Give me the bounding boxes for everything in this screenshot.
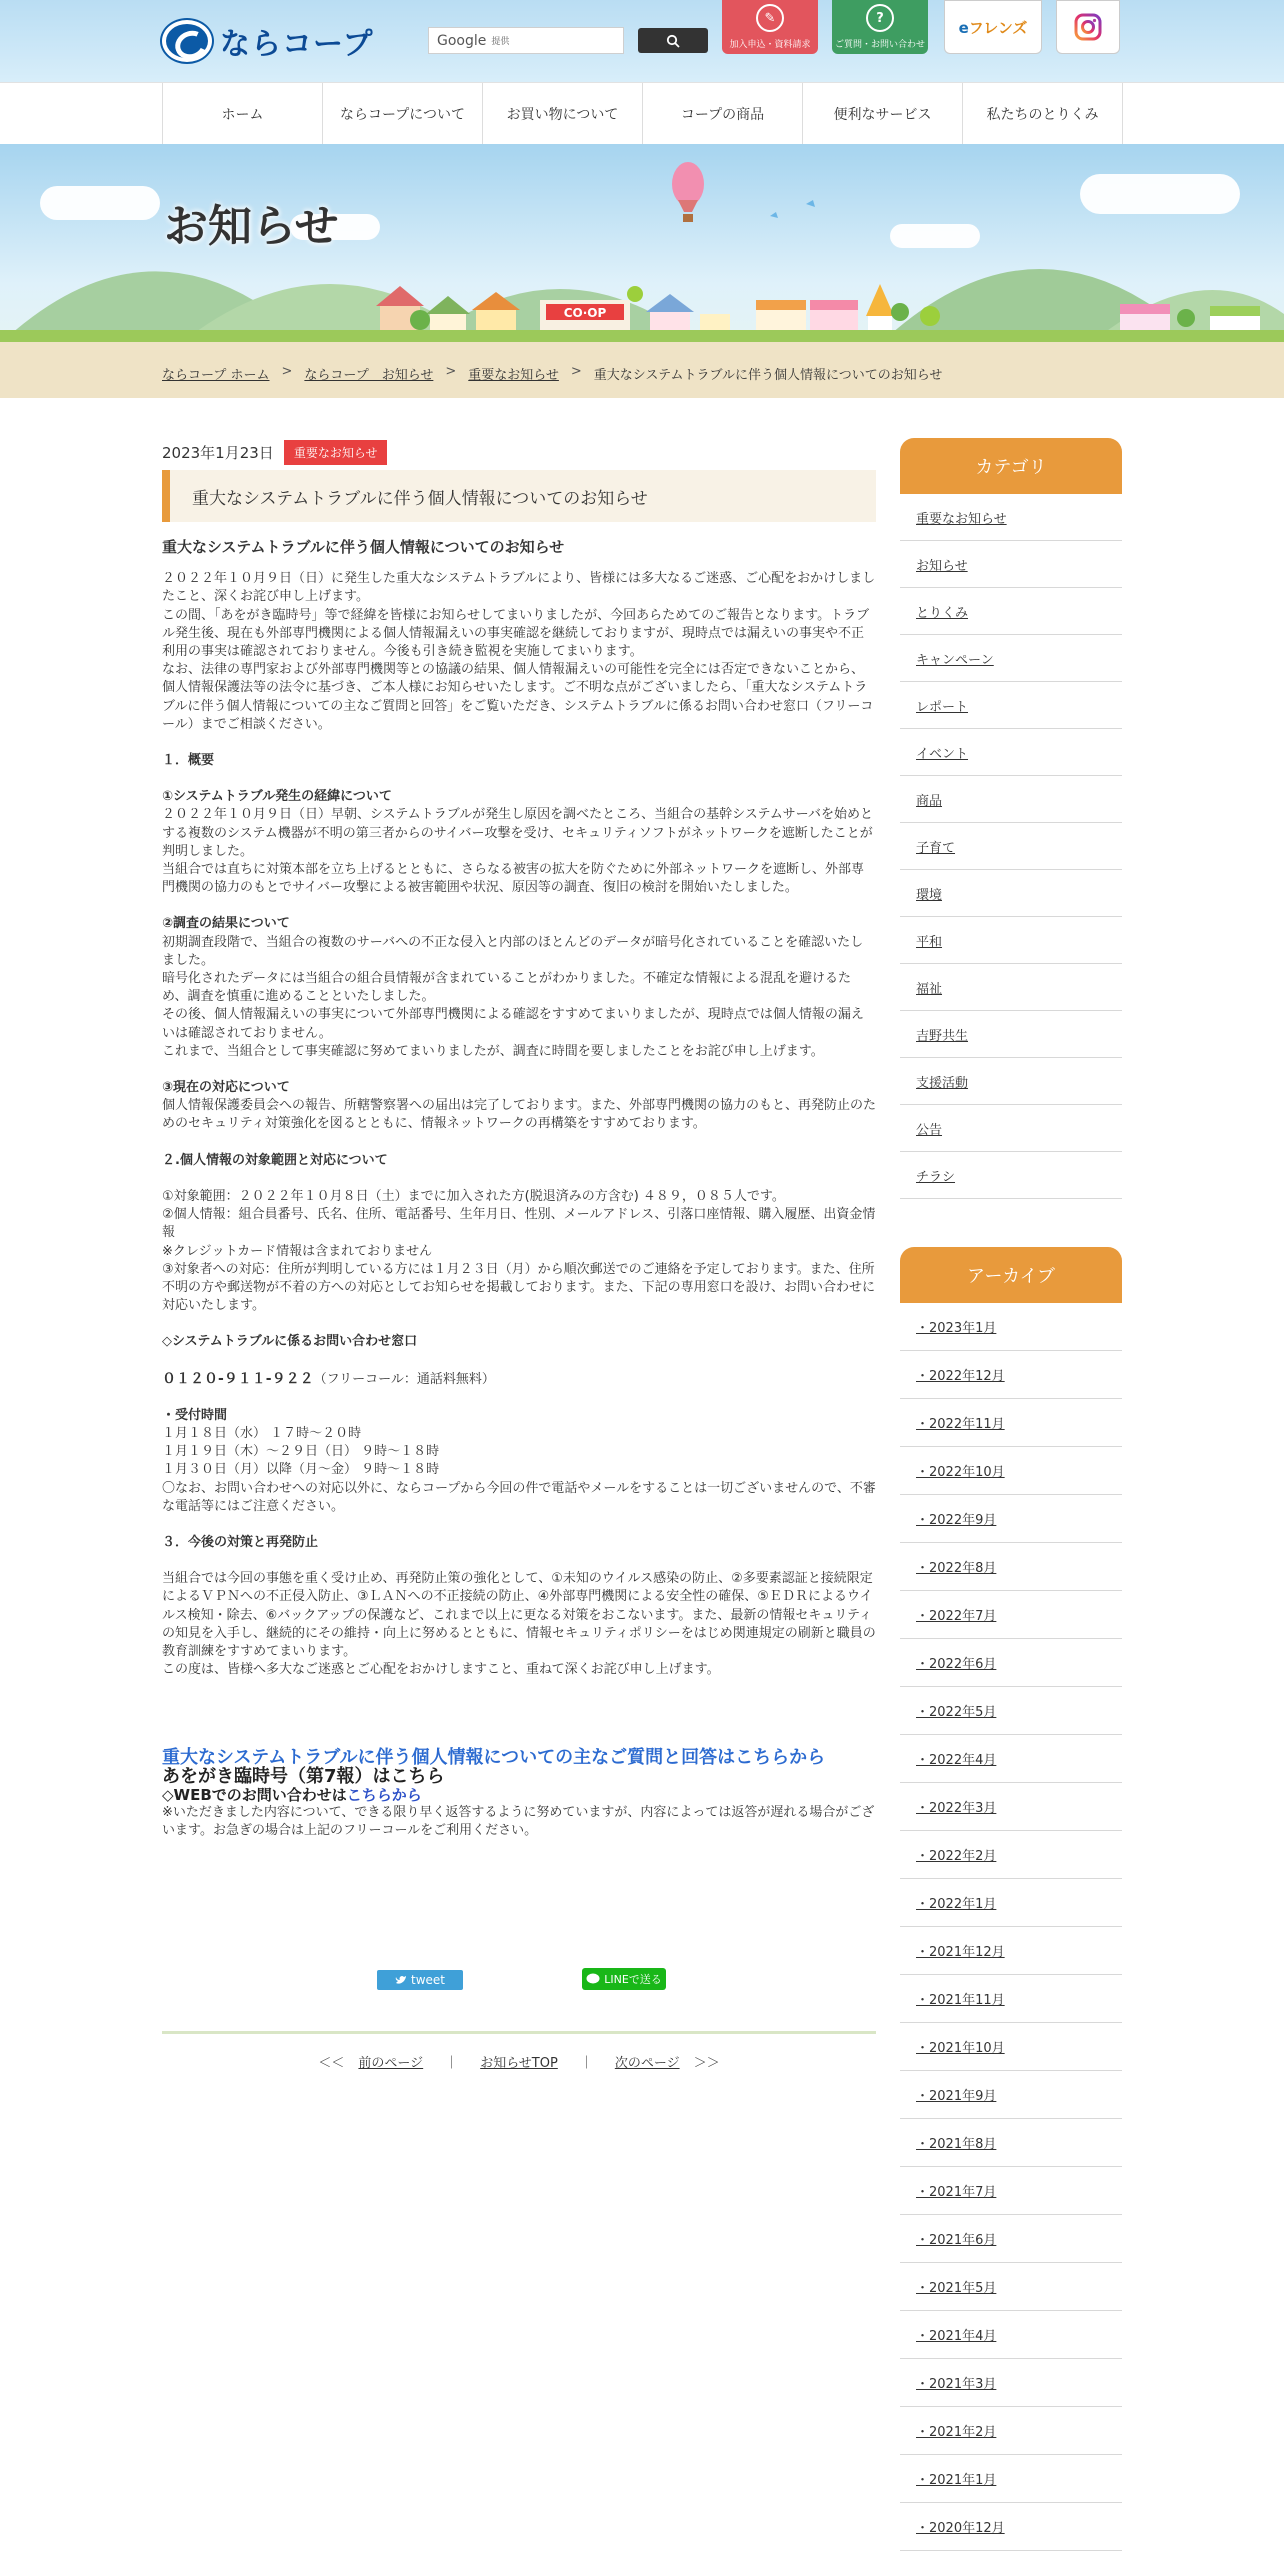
archive-list xyxy=(900,1303,1122,2551)
prev-page-link[interactable]: 前のページ xyxy=(358,2056,424,2071)
sidebar-category-link[interactable]: 平和 xyxy=(916,934,943,950)
sidebar-archive-item[interactable] xyxy=(900,1447,1122,1495)
post-date: 2023年1月23日 xyxy=(162,444,274,462)
sidebar-category-link[interactable]: とりくみ xyxy=(916,605,969,621)
question-icon: ? xyxy=(866,4,894,32)
sidebar-category-item[interactable] xyxy=(900,870,1122,917)
sidebar xyxy=(900,438,1122,2551)
sidebar-archive-link[interactable]: ・2022年8月 xyxy=(916,1561,997,1576)
breadcrumb-separator: > xyxy=(445,364,457,379)
share-bar xyxy=(162,1966,876,1990)
phone-number[interactable]: ０１２０-９１１-９２２ xyxy=(162,1370,314,1387)
breadcrumb-important[interactable]: 重要なお知らせ xyxy=(468,368,559,383)
sidebar-archive-link[interactable]: ・2021年6月 xyxy=(916,2233,997,2248)
sidebar-archive-link[interactable]: ・2021年8月 xyxy=(916,2137,997,2152)
tweet-label: tweet xyxy=(411,1973,445,1987)
search-sub: 提供 xyxy=(491,37,510,47)
nav-shopping[interactable]: お買い物について xyxy=(483,83,643,145)
sidebar-archive-item[interactable] xyxy=(900,2407,1122,2455)
web-note: ※いただきました内容について、できる限り早く返答するように努めていますが、内容によっては返答が遅れる場合がございます。お急ぎの場合は上記のフリーコールをご利用ください。 xyxy=(162,1804,875,1839)
sidebar-archive-item[interactable] xyxy=(900,1879,1122,1927)
agaki-link[interactable]: あをがき臨時号（第7報）はこちら xyxy=(162,1765,445,1787)
breadcrumb xyxy=(162,364,942,383)
nav-products[interactable]: コープの商品 xyxy=(643,83,803,145)
sidebar-category-link[interactable]: 支援活動 xyxy=(916,1075,969,1091)
sidebar-category-item[interactable] xyxy=(900,823,1122,870)
sidebar-archive-link[interactable]: ・2021年4月 xyxy=(916,2329,997,2344)
sidebar-archive-item[interactable] xyxy=(900,1735,1122,1783)
page-title: お知らせ xyxy=(164,201,339,252)
instagram-icon xyxy=(1073,12,1103,42)
sidebar-category-item[interactable] xyxy=(900,776,1122,823)
breadcrumb-current: 重大なシステムトラブルに伴う個人情報についてのお知らせ xyxy=(593,368,943,383)
sidebar-category-link[interactable]: チラシ xyxy=(916,1169,956,1185)
sidebar-archive-item[interactable] xyxy=(900,2263,1122,2311)
search-icon xyxy=(666,34,680,48)
faq-link[interactable]: 重大なシステムトラブルに伴う個人情報についての主なご質問と回答はこちらから xyxy=(162,1747,826,1769)
sidebar-archive-item[interactable] xyxy=(900,1975,1122,2023)
prev-arrows: ＜＜ xyxy=(318,2056,345,2071)
sidebar-category-item[interactable] xyxy=(900,964,1122,1011)
sidebar-archive-link[interactable]: ・2021年3月 xyxy=(916,2377,997,2392)
sidebar-archive-link[interactable]: ・2021年10月 xyxy=(916,2041,1005,2056)
breadcrumb-home[interactable]: ならコープ ホーム xyxy=(162,368,270,383)
sidebar-archive-item[interactable] xyxy=(900,1639,1122,1687)
pager-separator: ｜ xyxy=(579,2056,593,2071)
sidebar-archive-item[interactable] xyxy=(900,2455,1122,2503)
sidebar-category-item[interactable] xyxy=(900,1105,1122,1152)
sidebar-category-item[interactable] xyxy=(900,1152,1122,1199)
archive-heading: アーカイブ xyxy=(900,1247,1122,1303)
news-top-link[interactable]: お知らせTOP xyxy=(480,2056,558,2071)
post-title: 重大なシステムトラブルに伴う個人情報についてのお知らせ xyxy=(162,470,876,522)
article-intro: ２０２２年１０月９日（日）に発生した重大なシステムトラブルにより、皆様には多大なるご迷惑、ご心配をおかけしましたこと、深くお詫び申し上げます。 この間、「あをがき臨時号」等で経緯を皆様にお知らせしてまいりましたが、今回あらためてのご報告となります。トラブル発生後、現在も外部専門機関による個人情報漏えいの事実確認を継続しておりますが、現時点では漏えいの事実や不正利用の事実は確認されておりません。今後も引き続き監視を実施してまいります。 なお、法律の専門家および外部専門機関等との協議の結果、個人情報漏えいの可能性を完全には否定できないことから、個人情報保護法等の法令に基づき、ご本人様にお知らせいたします。ご不明な点がございましたら、「重大なシステムトラブルに伴う個人情報についての主なご質問と回答」をご覧いただき、システムトラブルに係るお問い合わせ窓口（フリーコール）までご相談ください。 xyxy=(162,571,876,732)
sidebar-category-link[interactable]: 福祉 xyxy=(916,981,943,997)
sidebar-category-link[interactable]: 公告 xyxy=(916,1122,943,1138)
breadcrumb-news[interactable]: ならコープ お知らせ xyxy=(304,368,434,383)
article-heading: 重大なシステムトラブルに伴う個人情報についてのお知らせ xyxy=(162,538,565,556)
section-scope-heading: ２.個人情報の対象範囲と対応について xyxy=(162,1152,388,1168)
web-contact-label: ◇WEBでのお問い合わせは xyxy=(162,1785,347,1804)
sub2-heading: ②調査の結果について xyxy=(162,916,290,932)
sidebar-category-item[interactable] xyxy=(900,541,1122,588)
sidebar-archive-item[interactable] xyxy=(900,1831,1122,1879)
section-measures-text: 当組合では今回の事態を重く受け止め、再発防止策の強化として、①未知のウイルス感染の防止、②多要素認証と接続限定によるＶＰＮへの不正侵入防止、③ＬＡＮへの不正接続の防止、④外部専門機関による安全性の確保、⑤ＥＤＲによるウイルス検知・除去、⑥バックアップの保護など、これまで以上に更なる対策をおこないます。また、最新の情報セキュリティの知見を入手し、継続的にその維持・向上に努めるとともに、情報セキュリティポリシーをはじめ関連規定の刷新と職員の教育訓練をすすめてまいります。 この度は、皆様へ多大なご迷惑とご心配をおかけしますこと、重ねて深くお詫び申し上げます。 xyxy=(162,1571,876,1678)
sub1-heading: ①システムトラブル発生の経緯について xyxy=(162,789,392,805)
sidebar-archive-item[interactable] xyxy=(900,2503,1122,2551)
sidebar-archive-link[interactable]: ・2020年12月 xyxy=(916,2521,1005,2536)
sidebar-archive-link[interactable]: ・2022年4月 xyxy=(916,1753,997,1768)
nav-services[interactable]: 便利なサービス xyxy=(803,83,963,145)
sidebar-archive-link[interactable]: ・2022年11月 xyxy=(916,1417,1005,1432)
hours-heading: ・受付時間 xyxy=(162,1407,228,1423)
global-nav xyxy=(0,82,1284,146)
hours-text: １月１８日（水） １７時～２０時 １月１９日（木）～２９日（日） ９時～１８時 １月３０日（月）以降（月～金） ９時～１８時 〇なお、お問い合わせへの対応以外に、ならコープから今回の件で電話やメールをすることは一切ございませんので、不審 な電話等にはご注意ください。 xyxy=(162,1425,876,1514)
pager xyxy=(162,2052,876,2071)
sidebar-archive-item[interactable] xyxy=(900,1927,1122,1975)
sidebar-archive-link[interactable]: ・2021年1月 xyxy=(916,2473,997,2488)
sidebar-archive-link[interactable]: ・2021年7月 xyxy=(916,2185,997,2200)
sidebar-archive-item[interactable] xyxy=(900,2071,1122,2119)
contact-button[interactable] xyxy=(832,0,928,54)
sidebar-archive-item[interactable] xyxy=(900,2215,1122,2263)
logo[interactable] xyxy=(162,18,374,64)
sidebar-archive-link[interactable]: ・2021年12月 xyxy=(916,1945,1005,1960)
search-button[interactable] xyxy=(638,28,708,53)
sidebar-category-link[interactable]: 商品 xyxy=(916,793,943,809)
efriends-button[interactable] xyxy=(944,0,1042,54)
line-label: LINEで送る xyxy=(604,1973,662,1986)
sidebar-category-item[interactable] xyxy=(900,588,1122,635)
sidebar-archive-item[interactable] xyxy=(900,1351,1122,1399)
sidebar-category-item[interactable] xyxy=(900,682,1122,729)
article-body xyxy=(162,538,876,1840)
sidebar-archive-item[interactable] xyxy=(900,2023,1122,2071)
sidebar-archive-item[interactable] xyxy=(900,2311,1122,2359)
sidebar-archive-link[interactable]: ・2022年7月 xyxy=(916,1609,997,1624)
efriends-e: e xyxy=(958,18,969,37)
sidebar-archive-item[interactable] xyxy=(900,1543,1122,1591)
sidebar-archive-link[interactable]: ・2022年9月 xyxy=(916,1513,997,1528)
post-meta xyxy=(162,440,387,465)
next-arrows: ＞＞ xyxy=(693,2056,720,2071)
coop-logo-icon xyxy=(162,20,212,62)
sidebar-archive-link[interactable]: ・2022年5月 xyxy=(916,1705,997,1720)
sidebar-archive-item[interactable] xyxy=(900,1591,1122,1639)
section-measures-heading: ３．今後の対策と再発防止 xyxy=(162,1534,319,1550)
sidebar-category-link[interactable]: キャンペーン xyxy=(916,652,994,668)
nav-activities[interactable]: 私たちのとりくみ xyxy=(963,83,1123,145)
hero-banner xyxy=(0,144,1284,398)
contact-heading: ◇システムトラブルに係るお問い合わせ窓口 xyxy=(162,1334,418,1350)
sidebar-archive-link[interactable]: ・2022年6月 xyxy=(916,1657,997,1672)
sidebar-archive-link[interactable]: ・2022年12月 xyxy=(916,1369,1005,1384)
efriends-label: フレンズ xyxy=(968,18,1028,37)
phone-note: （フリーコール：通話料無料） xyxy=(313,1371,495,1387)
sidebar-archive-item[interactable] xyxy=(900,1303,1122,1351)
section-overview-heading: １．概要 xyxy=(162,753,215,769)
sidebar-category-item[interactable] xyxy=(900,1011,1122,1058)
pager-separator: ｜ xyxy=(445,2056,459,2071)
sidebar-archive-link[interactable]: ・2022年10月 xyxy=(916,1465,1005,1480)
sidebar-archive-item[interactable] xyxy=(900,2359,1122,2407)
line-share-button[interactable] xyxy=(582,1968,666,1990)
breadcrumb-separator: > xyxy=(281,364,293,379)
sidebar-category-item[interactable] xyxy=(900,917,1122,964)
sub2-text: 初期調査段階で、当組合の複数のサーバへの不正な侵入と内部のほとんどのデータが暗号化されていることを確認いたしました。 暗号化されたデータには当組合の組合員情報が含まれていることがわかりました。不確定な情報による混乱を避けるため、調査を慎重に進めることといたしました。 その後、個人情報漏えいの事実について外部専門機関による確認をすすめてまいりましたが、現時点では個人情報の漏えいは確認されておりません。 これまで、当組合として事実確認に努めてまいりましたが、調査に時間を要しましたことをお詫び申し上げます。 xyxy=(162,934,864,1059)
category-badge[interactable]: 重要なお知らせ xyxy=(284,440,388,465)
search-input[interactable] xyxy=(428,27,624,54)
sidebar-category-link[interactable]: レポート xyxy=(916,699,969,715)
sidebar-archive-item[interactable] xyxy=(900,1783,1122,1831)
site-header xyxy=(0,0,1284,82)
breadcrumb-separator: > xyxy=(570,364,582,379)
pencil-icon: ✎ xyxy=(756,4,784,32)
twitter-bird-icon xyxy=(395,1975,407,1985)
sidebar-archive-item[interactable] xyxy=(900,2119,1122,2167)
search-brand: Google xyxy=(437,32,487,49)
sidebar-category-item[interactable] xyxy=(900,729,1122,776)
sidebar-archive-item[interactable] xyxy=(900,1495,1122,1543)
sub3-text: 個人情報保護委員会への報告、所轄警察署への届出は完了しております。また、外部専門機関の協力のもと、再発防止のためのセキュリティ対策強化を図るとともに、情報ネットワークの再構築をすすめております。 xyxy=(162,1098,876,1132)
sidebar-archive-item[interactable] xyxy=(900,1399,1122,1447)
logo-text: ならコープ xyxy=(220,27,374,62)
next-page-link[interactable]: 次のページ xyxy=(614,2056,680,2071)
section-scope-text: ①対象範囲：２０２２年１０月８日（土）までに加入された方(脱退済みの方含む) ４８９，０８５人です。 ②個人情報：組合員番号、氏名、住所、電話番号、生年月日、性別、メールアドレス、引落口座情報、購入履歴、出資金情報 ※クレジットカード情報は含まれておりません ③対象者への対応：住所が判明している方には１月２３日（月）から順次郵送でのご連絡を予定しております。また、住所不明の方や郵送物が不着の方への対応としてお知らせを掲載しております。また、下記の専用窓口を設け、お問い合わせに対応いたします。 xyxy=(162,1188,876,1314)
sub3-heading: ③現在の対応について xyxy=(162,1080,290,1096)
category-heading: カテゴリ xyxy=(900,438,1122,494)
tweet-button[interactable] xyxy=(377,1970,463,1990)
sidebar-archive-link[interactable]: ・2021年2月 xyxy=(916,2425,997,2440)
instagram-button[interactable] xyxy=(1056,0,1120,54)
join-button[interactable] xyxy=(722,0,818,54)
sidebar-archive-link[interactable]: ・2021年9月 xyxy=(916,2089,997,2104)
web-contact-link[interactable]: こちらから xyxy=(346,1785,422,1804)
sub1-text: ２０２２年１０月９日（日）早朝、システムトラブルが発生し原因を調べたところ、当組合の基幹システムサーバを始めとする複数のシステム機器が不明の第三者からのサイバー攻撃を受け、セキュリティソフトがネットワークを遮断したことが判明しました。 当組合では直ちに対策本部を立ち上げるとともに、さらなる被害の拡大を防ぐために外部ネットワークを遮断し、外部専門機関の協力のもとでサイバー攻撃による被害範囲や状況、原因等の調査、復旧の検討を開始いたしました。 xyxy=(162,807,873,896)
sidebar-category-item[interactable] xyxy=(900,494,1122,541)
nav-home[interactable]: ホーム xyxy=(163,83,323,145)
sidebar-category-link[interactable]: イベント xyxy=(916,746,969,762)
category-list xyxy=(900,494,1122,1199)
sidebar-category-link[interactable]: お知らせ xyxy=(916,558,968,574)
coop-sign: CO·OP xyxy=(563,306,607,320)
sidebar-archive-link[interactable]: ・2021年11月 xyxy=(916,1993,1005,2008)
sidebar-archive-item[interactable] xyxy=(900,1687,1122,1735)
sidebar-archive-item[interactable] xyxy=(900,2167,1122,2215)
sidebar-category-link[interactable]: 吉野共生 xyxy=(916,1028,969,1044)
sidebar-category-link[interactable]: 子育て xyxy=(916,840,956,856)
line-icon xyxy=(586,1973,600,1985)
contact-button-label: ご質問・お問い合わせ xyxy=(834,40,925,50)
divider xyxy=(162,2031,876,2034)
sidebar-category-link[interactable]: 重要なお知らせ xyxy=(916,511,1007,527)
sidebar-archive-link[interactable]: ・2022年3月 xyxy=(916,1801,997,1816)
nav-about[interactable]: ならコープについて xyxy=(323,83,483,145)
sidebar-archive-link[interactable]: ・2022年2月 xyxy=(916,1849,997,1864)
join-button-label: 加入申込・資料請求 xyxy=(729,40,811,50)
sidebar-category-item[interactable] xyxy=(900,1058,1122,1105)
sidebar-category-link[interactable]: 環境 xyxy=(916,887,943,903)
sidebar-archive-link[interactable]: ・2022年1月 xyxy=(916,1897,997,1912)
sidebar-archive-link[interactable]: ・2021年5月 xyxy=(916,2281,997,2296)
sidebar-archive-link[interactable]: ・2023年1月 xyxy=(916,1321,997,1336)
sidebar-category-item[interactable] xyxy=(900,635,1122,682)
